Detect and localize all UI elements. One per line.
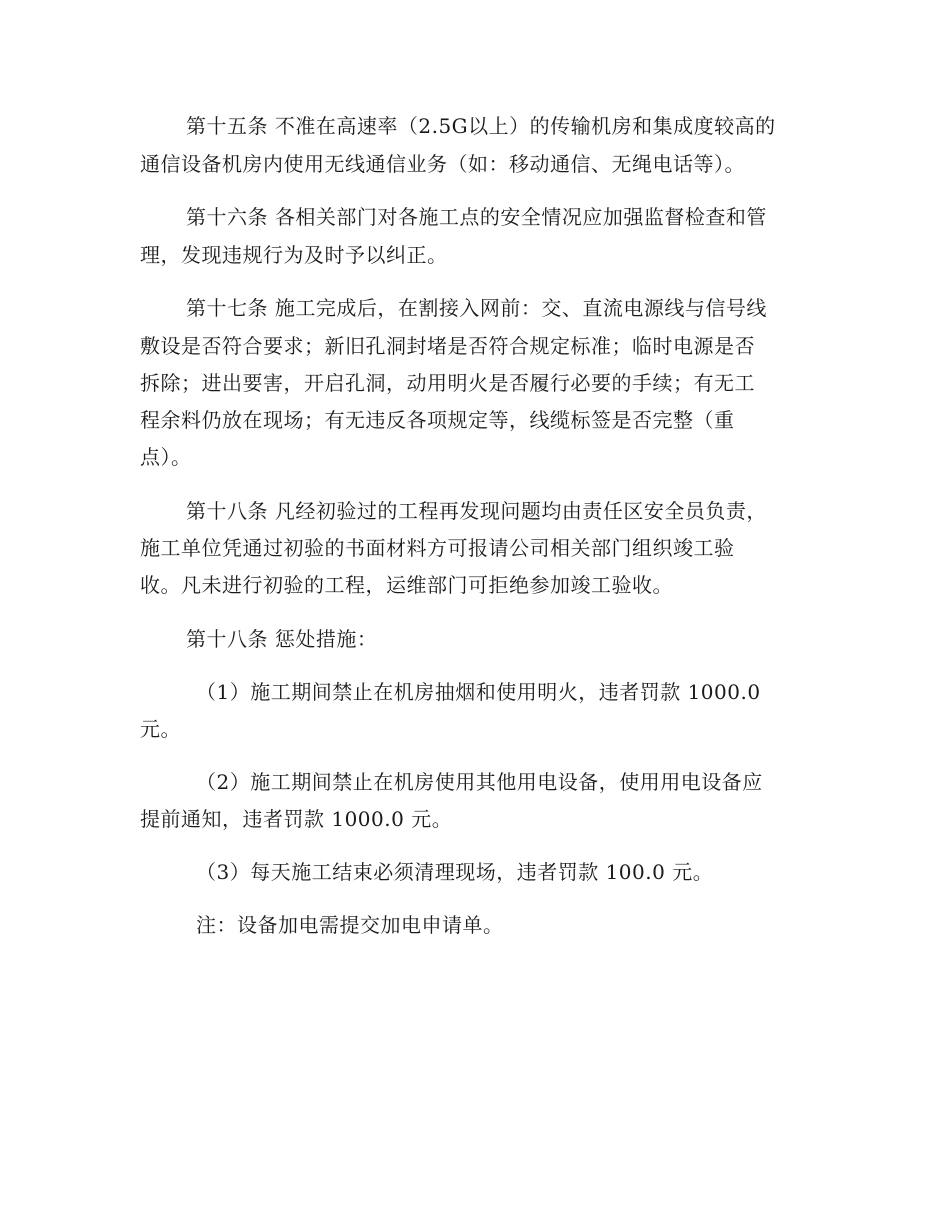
article-18-line-1: 第十八条 凡经初验过的工程再发现问题均由责任区安全员负责，	[186, 499, 767, 523]
article-17-line-2: 敷设是否符合要求；新旧孔洞封堵是否符合规定标准；临时电源是否	[140, 334, 755, 358]
article-18-line-3: 收。凡未进行初验的工程，运维部门可拒绝参加竣工验收。	[140, 573, 673, 597]
article-15-line-2: 通信设备机房内使用无线通信业务（如：移动通信、无绳电话等）。	[140, 152, 745, 176]
article-18-line-2: 施工单位凭通过初验的书面材料方可报请公司相关部门组织竣工验	[140, 536, 735, 560]
article-16-line-2: 理，发现违规行为及时予以纠正。	[140, 243, 448, 267]
article-15-line-1: 第十五条 不准在高速率（2.5G以上）的传输机房和集成度较高的	[186, 114, 776, 138]
article-17-line-1: 第十七条 施工完成后，在割接入网前：交、直流电源线与信号线	[186, 296, 767, 320]
penalty-1-line-2: 元。	[140, 717, 181, 741]
penalty-2-line-2: 提前通知，违者罚款 1000.0 元。	[140, 807, 453, 831]
article-16-line-1: 第十六条 各相关部门对各施工点的安全情况应加强监督检查和管	[186, 205, 767, 229]
article-17-line-3: 拆除；进出要害，开启孔洞，动用明火是否履行必要的手续；有无工	[140, 371, 755, 395]
penalty-3-line: （3）每天施工结束必须清理现场，违者罚款 100.0 元。	[196, 860, 714, 884]
article-18b-heading: 第十八条 惩处措施：	[186, 627, 378, 651]
article-17-line-5: 点）。	[140, 445, 192, 469]
penalty-2-line-1: （2）施工期间禁止在机房使用其他用电设备，使用用电设备应	[196, 770, 763, 794]
penalty-1-line-1: （1）施工期间禁止在机房抽烟和使用明火，违者罚款 1000.0	[196, 680, 761, 704]
note-line: 注：设备加电需提交加电申请单。	[196, 913, 504, 937]
article-17-line-4: 程余料仍放在现场；有无违反各项规定等，线缆标签是否完整（重	[140, 408, 735, 432]
